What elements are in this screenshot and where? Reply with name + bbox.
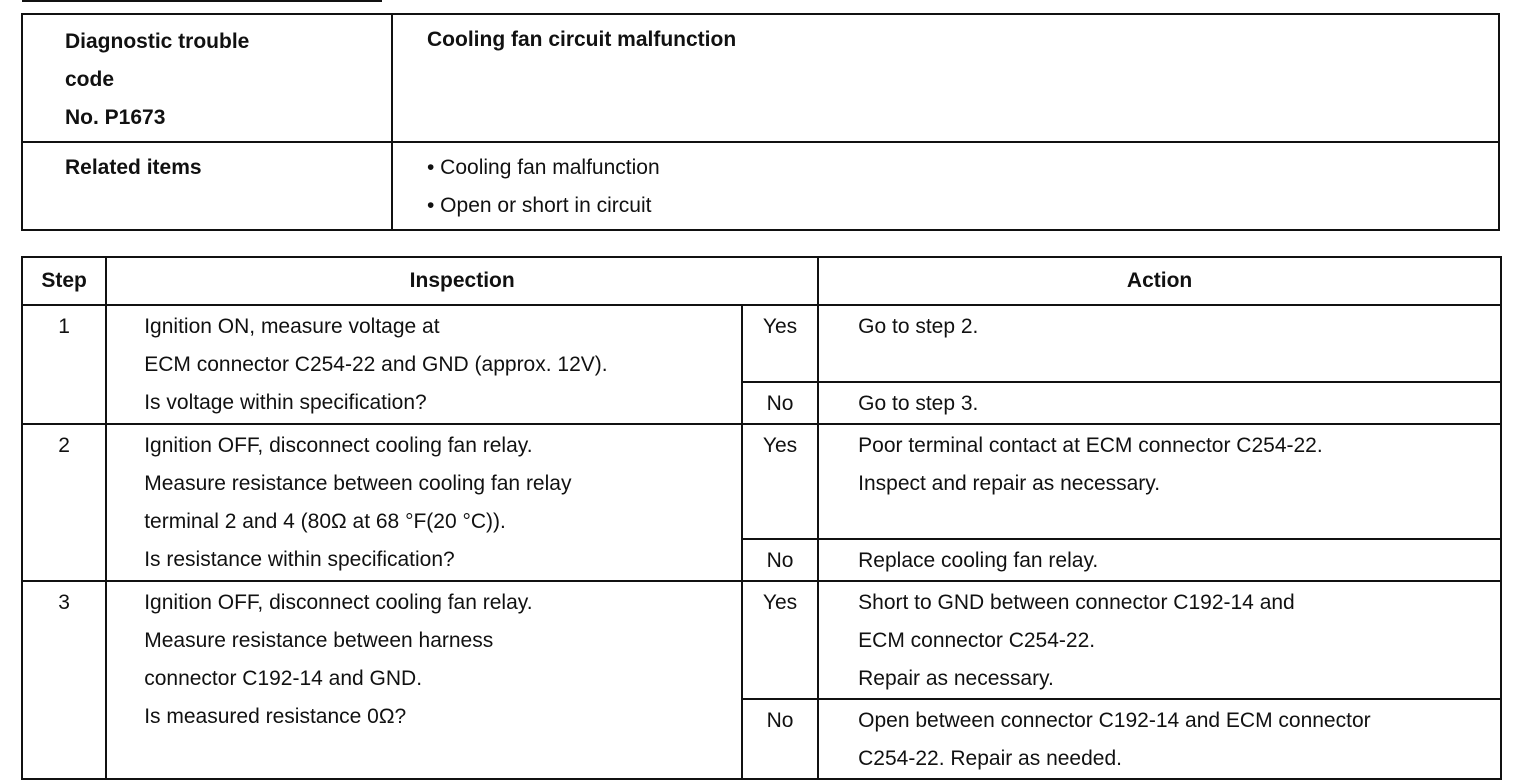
- related-items-cell: [392, 142, 1499, 230]
- inspection-line: Ignition OFF, disconnect cooling fan relay.: [144, 434, 533, 457]
- dtc-title-cell: [392, 14, 1499, 142]
- inspection-cell: [106, 424, 742, 581]
- inspection-line: connector C192-14 and GND.: [144, 667, 423, 690]
- dtc-row: [22, 14, 1499, 142]
- table-header-row: [22, 257, 1501, 305]
- inspection-line: Ignition OFF, disconnect cooling fan relay.: [144, 591, 533, 614]
- inspection-line: Is resistance within specification?: [144, 548, 455, 571]
- related-label-cell: [22, 142, 392, 230]
- dtc-label-line: No. P1673: [65, 106, 166, 129]
- table-row: [22, 305, 1501, 382]
- inspection-header: Inspection: [106, 257, 818, 305]
- yes-label: Yes: [742, 305, 818, 382]
- related-item: • Open or short in circuit: [427, 194, 652, 217]
- dtc-title: Cooling fan circuit malfunction: [427, 28, 737, 51]
- inspection-cell: [106, 305, 742, 424]
- no-label: No: [742, 539, 818, 581]
- no-label: No: [742, 699, 818, 779]
- top-rule: [22, 0, 382, 2]
- yes-label: Yes: [742, 581, 818, 699]
- no-action-cell: [818, 539, 1501, 581]
- yes-label: Yes: [742, 424, 818, 539]
- inspection-line: Is voltage within specification?: [144, 391, 427, 414]
- action-line: Go to step 3.: [858, 392, 979, 415]
- action-header: Action: [818, 257, 1501, 305]
- inspection-line: Ignition ON, measure voltage at: [144, 315, 440, 338]
- action-line: Short to GND between connector C192-14 and: [858, 591, 1295, 614]
- yes-action-cell: [818, 305, 1501, 382]
- dtc-label-line: Diagnostic trouble: [65, 30, 250, 53]
- step-number: 2: [22, 424, 106, 581]
- step-header: Step: [22, 257, 106, 305]
- yes-action-cell: [818, 424, 1501, 539]
- action-line: Replace cooling fan relay.: [858, 549, 1099, 572]
- inspection-cell: [106, 581, 742, 779]
- dtc-info-table: [21, 13, 1500, 231]
- inspection-line: ECM connector C254-22 and GND (approx. 12V).: [144, 353, 608, 376]
- table-row: [22, 581, 1501, 699]
- diagnostic-steps-table: [21, 256, 1502, 780]
- no-label: No: [742, 382, 818, 424]
- dtc-label-line: code: [65, 68, 115, 91]
- yes-action-cell: [818, 581, 1501, 699]
- action-line: Go to step 2.: [858, 315, 979, 338]
- action-line: Open between connector C192-14 and ECM connector: [858, 709, 1371, 732]
- table-row: [22, 424, 1501, 539]
- inspection-line: terminal 2 and 4 (80Ω at 68 °F(20 °C)).: [144, 510, 506, 533]
- action-line: Inspect and repair as necessary.: [858, 472, 1161, 495]
- related-row: [22, 142, 1499, 230]
- step-number: 3: [22, 581, 106, 779]
- action-line: Repair as necessary.: [858, 667, 1054, 690]
- no-action-cell: [818, 382, 1501, 424]
- inspection-line: Measure resistance between harness: [144, 629, 494, 652]
- dtc-label-cell: [22, 14, 392, 142]
- related-item: • Cooling fan malfunction: [427, 156, 660, 179]
- inspection-line: Is measured resistance 0Ω?: [144, 705, 407, 728]
- action-line: C254-22. Repair as needed.: [858, 747, 1122, 770]
- inspection-line: Measure resistance between cooling fan relay: [144, 472, 572, 495]
- no-action-cell: [818, 699, 1501, 779]
- action-line: ECM connector C254-22.: [858, 629, 1096, 652]
- action-line: Poor terminal contact at ECM connector C254-22.: [858, 434, 1323, 457]
- related-label: Related items: [65, 156, 202, 179]
- step-number: 1: [22, 305, 106, 424]
